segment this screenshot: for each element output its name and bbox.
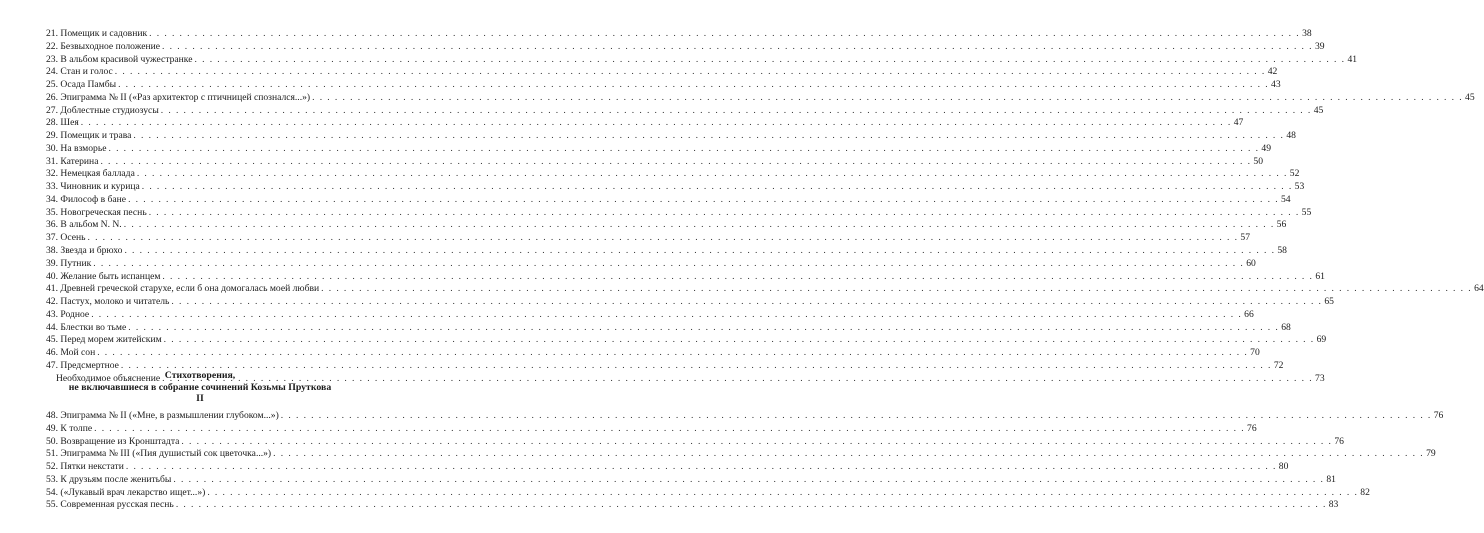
toc-entry-page-number: 64 — [1474, 283, 1484, 295]
toc-entry-title: 43. Родное — [46, 308, 90, 320]
toc-entry-title: 21. Помещик и садовник — [46, 28, 148, 39]
toc-entry-title: 53. К друзьям после женитьбы — [46, 473, 172, 485]
toc-entry-title: 49. К толпе — [46, 422, 93, 434]
toc-entry — [46, 168, 1300, 181]
toc-entry-title: 55. Современная русская песнь — [46, 499, 174, 511]
toc-entry — [46, 296, 1334, 309]
toc-entry-page-number: 53 — [1294, 181, 1305, 193]
toc-entry-title: 36. В альбом N. N. — [46, 219, 122, 231]
toc-entry — [46, 308, 1254, 322]
toc-entry-title: 40. Желание быть испанцем — [46, 270, 161, 282]
dot-leader — [321, 283, 1472, 296]
toc-entry-page-number: 48 — [1286, 130, 1296, 142]
dot-leader — [93, 258, 1244, 271]
toc-list-bottom — [46, 410, 1444, 512]
dot-leader — [124, 219, 1275, 232]
toc-list-top — [46, 28, 1484, 385]
toc-entry-title: 54. («Лукавый врач лекарство ищет...») — [46, 486, 206, 498]
toc-entry-title: 38. Звезда и брюхо — [46, 245, 123, 257]
toc-entry-page-number: 72 — [1273, 359, 1284, 371]
dot-leader — [100, 156, 1251, 169]
section-heading-line2: не включавшиеся в собрание сочинений Козьмы Пруткова — [68, 381, 332, 393]
toc-entry-title: 31. Катерина — [46, 155, 99, 167]
toc-entry — [46, 461, 1289, 474]
toc-entry-page-number: 82 — [1360, 486, 1370, 498]
toc-entry — [46, 347, 1260, 360]
toc-entry-title: 42. Пастух, молоко и читатель — [46, 296, 170, 308]
toc-entry-title: 47. Предсмертное — [46, 359, 119, 371]
toc-entry-page-number: 61 — [1315, 270, 1325, 282]
toc-entry-title: 30. На взморье — [46, 142, 107, 154]
toc-entry-page-number: 68 — [1281, 321, 1291, 333]
toc-entry-title: 27. Доблестные студиозусы — [46, 104, 159, 116]
toc-entry-title: 39. Путник — [46, 257, 92, 269]
dot-leader — [149, 28, 1300, 41]
toc-entry-page-number: 65 — [1324, 296, 1334, 308]
toc-entry-page-number: 43 — [1271, 79, 1281, 91]
toc-entry-title: 22. Безвыходное положение — [46, 40, 161, 52]
toc-entry-title: 29. Помещик и трава — [46, 130, 132, 142]
dot-leader — [97, 347, 1248, 360]
toc-entry-page-number: 41 — [1347, 53, 1358, 65]
section-heading-line1: Стихотворения, — [164, 370, 236, 381]
toc-entry — [46, 435, 1344, 449]
dot-leader — [118, 79, 1269, 92]
toc-entry-title: Необходимое объяснение — [56, 372, 161, 384]
toc-entry-page-number: 38 — [1302, 28, 1312, 39]
toc-entry — [46, 321, 1291, 335]
toc-entry — [46, 142, 1271, 156]
toc-entry-title: 32. Немецкая баллада — [46, 168, 135, 180]
toc-entry-page-number: 76 — [1334, 435, 1344, 447]
toc-entry — [46, 270, 1325, 284]
toc-entry-title: 26. Эпиграмма № II («Раз архитектор с птичницей спознался...») — [46, 91, 311, 103]
toc-entry-page-number: 60 — [1246, 257, 1256, 269]
toc-entry — [46, 232, 1250, 245]
toc-entry-title: 23. В альбом красивой чужестранке — [46, 53, 193, 65]
toc-entry-page-number: 49 — [1261, 142, 1271, 154]
toc-entry — [46, 283, 1484, 296]
dot-leader — [133, 130, 1284, 143]
toc-entry — [46, 28, 1312, 41]
toc-entry-title: 28. Шея — [46, 117, 79, 129]
dot-leader — [162, 41, 1313, 54]
toc-entry — [46, 117, 1244, 130]
toc-entry-page-number: 52 — [1289, 168, 1300, 180]
toc-entry-page-number: 69 — [1316, 334, 1327, 346]
toc-entry-page-number: 79 — [1426, 448, 1436, 460]
dot-leader — [281, 410, 1432, 423]
toc-entry-title: 48. Эпиграмма № II («Мне, в размышлении глубоком...») — [46, 410, 279, 421]
toc-entry-page-number: 81 — [1326, 473, 1336, 485]
toc-entry — [46, 219, 1287, 232]
toc-entry-title: 44. Блестки во тьме — [46, 321, 127, 333]
dot-leader — [128, 194, 1279, 207]
toc-entry-title: 45. Перед морем житейским — [46, 334, 162, 346]
toc-entry — [46, 257, 1256, 271]
dot-leader — [137, 168, 1288, 181]
toc-entry — [46, 193, 1291, 207]
toc-entry-title: 52. Пятки некстати — [46, 461, 124, 473]
toc-entry — [46, 334, 1327, 347]
dot-leader — [273, 448, 1424, 461]
toc-entry-page-number: 47 — [1233, 117, 1244, 129]
toc-entry-title: 35. Новогреческая песнь — [46, 206, 147, 218]
toc-entry-page-number: 45 — [1313, 104, 1324, 116]
dot-leader — [108, 143, 1259, 156]
toc-entry — [46, 245, 1287, 258]
dot-leader — [124, 245, 1275, 258]
dot-leader — [312, 92, 1463, 105]
toc-entry-title: 24. Стан и голос — [46, 66, 113, 78]
section-heading-line3: II — [196, 393, 204, 405]
toc-entry-page-number: 55 — [1301, 206, 1312, 218]
toc-entry-page-number: 83 — [1328, 499, 1339, 511]
toc-entry-page-number: 56 — [1276, 219, 1287, 231]
toc-entry — [46, 53, 1358, 67]
toc-entry-page-number: 58 — [1277, 245, 1287, 257]
dot-leader — [126, 461, 1277, 474]
dot-leader — [195, 54, 1346, 67]
dot-leader — [162, 271, 1313, 284]
toc-entry-page-number: 54 — [1281, 193, 1291, 205]
toc-entry-title: 34. Философ в бане — [46, 193, 127, 205]
dot-leader — [181, 436, 1332, 449]
dot-leader — [128, 322, 1279, 335]
toc-entry — [46, 486, 1370, 500]
toc-entry-page-number: 39 — [1314, 40, 1325, 52]
toc-entry — [46, 422, 1257, 436]
toc-entry-page-number: 76 — [1247, 422, 1257, 434]
toc-entry-page-number: 80 — [1278, 461, 1289, 473]
toc-entry — [46, 40, 1325, 54]
toc-entry-title: 25. Осада Памбы — [46, 79, 117, 91]
toc-entry-title: 51. Эпиграмма № III («Пия душистый сок цветочка...») — [46, 448, 272, 460]
toc-entry-title: 33. Чиновник и курица — [46, 181, 140, 193]
dot-leader — [164, 334, 1315, 347]
dot-leader — [142, 181, 1293, 194]
toc-entry-page-number: 42 — [1267, 66, 1278, 78]
toc-entry-page-number: 66 — [1244, 308, 1254, 320]
section-heading — [46, 370, 354, 405]
toc-entry — [46, 448, 1436, 461]
toc-entry — [46, 79, 1281, 92]
toc-entry — [46, 66, 1278, 79]
toc-entry — [46, 181, 1305, 194]
toc-entry-page-number: 50 — [1253, 155, 1263, 167]
toc-entry — [46, 410, 1444, 423]
toc-entry-title: 50. Возвращение из Кронштадта — [46, 435, 180, 447]
dot-leader — [207, 487, 1358, 500]
dot-leader — [173, 474, 1324, 487]
toc-entry — [46, 91, 1475, 105]
dot-leader — [81, 117, 1232, 130]
toc-entry-title: 41. Древней греческой старухе, если б она домогалась моей любви — [46, 283, 320, 295]
toc-entry — [46, 104, 1324, 118]
dot-leader — [115, 66, 1266, 79]
toc-entry — [46, 130, 1296, 143]
toc-entry — [46, 473, 1336, 487]
toc-entry — [46, 155, 1263, 169]
dot-leader — [149, 207, 1300, 220]
dot-leader — [94, 423, 1245, 436]
toc-entry-title: 37. Осень — [46, 232, 86, 244]
dot-leader — [171, 296, 1322, 309]
dot-leader — [87, 232, 1238, 245]
toc-entry-page-number: 70 — [1250, 347, 1260, 359]
toc-entry — [46, 206, 1312, 220]
dot-leader — [176, 499, 1327, 512]
toc-entry-page-number: 45 — [1465, 91, 1475, 103]
toc-entry-title: 46. Мой сон — [46, 347, 96, 359]
toc-entry-page-number: 57 — [1240, 232, 1250, 244]
toc-entry — [46, 499, 1339, 512]
toc-entry-page-number: 76 — [1433, 410, 1444, 421]
dot-leader — [91, 309, 1242, 322]
toc-entry-page-number: 73 — [1315, 372, 1325, 384]
dot-leader — [161, 105, 1312, 118]
